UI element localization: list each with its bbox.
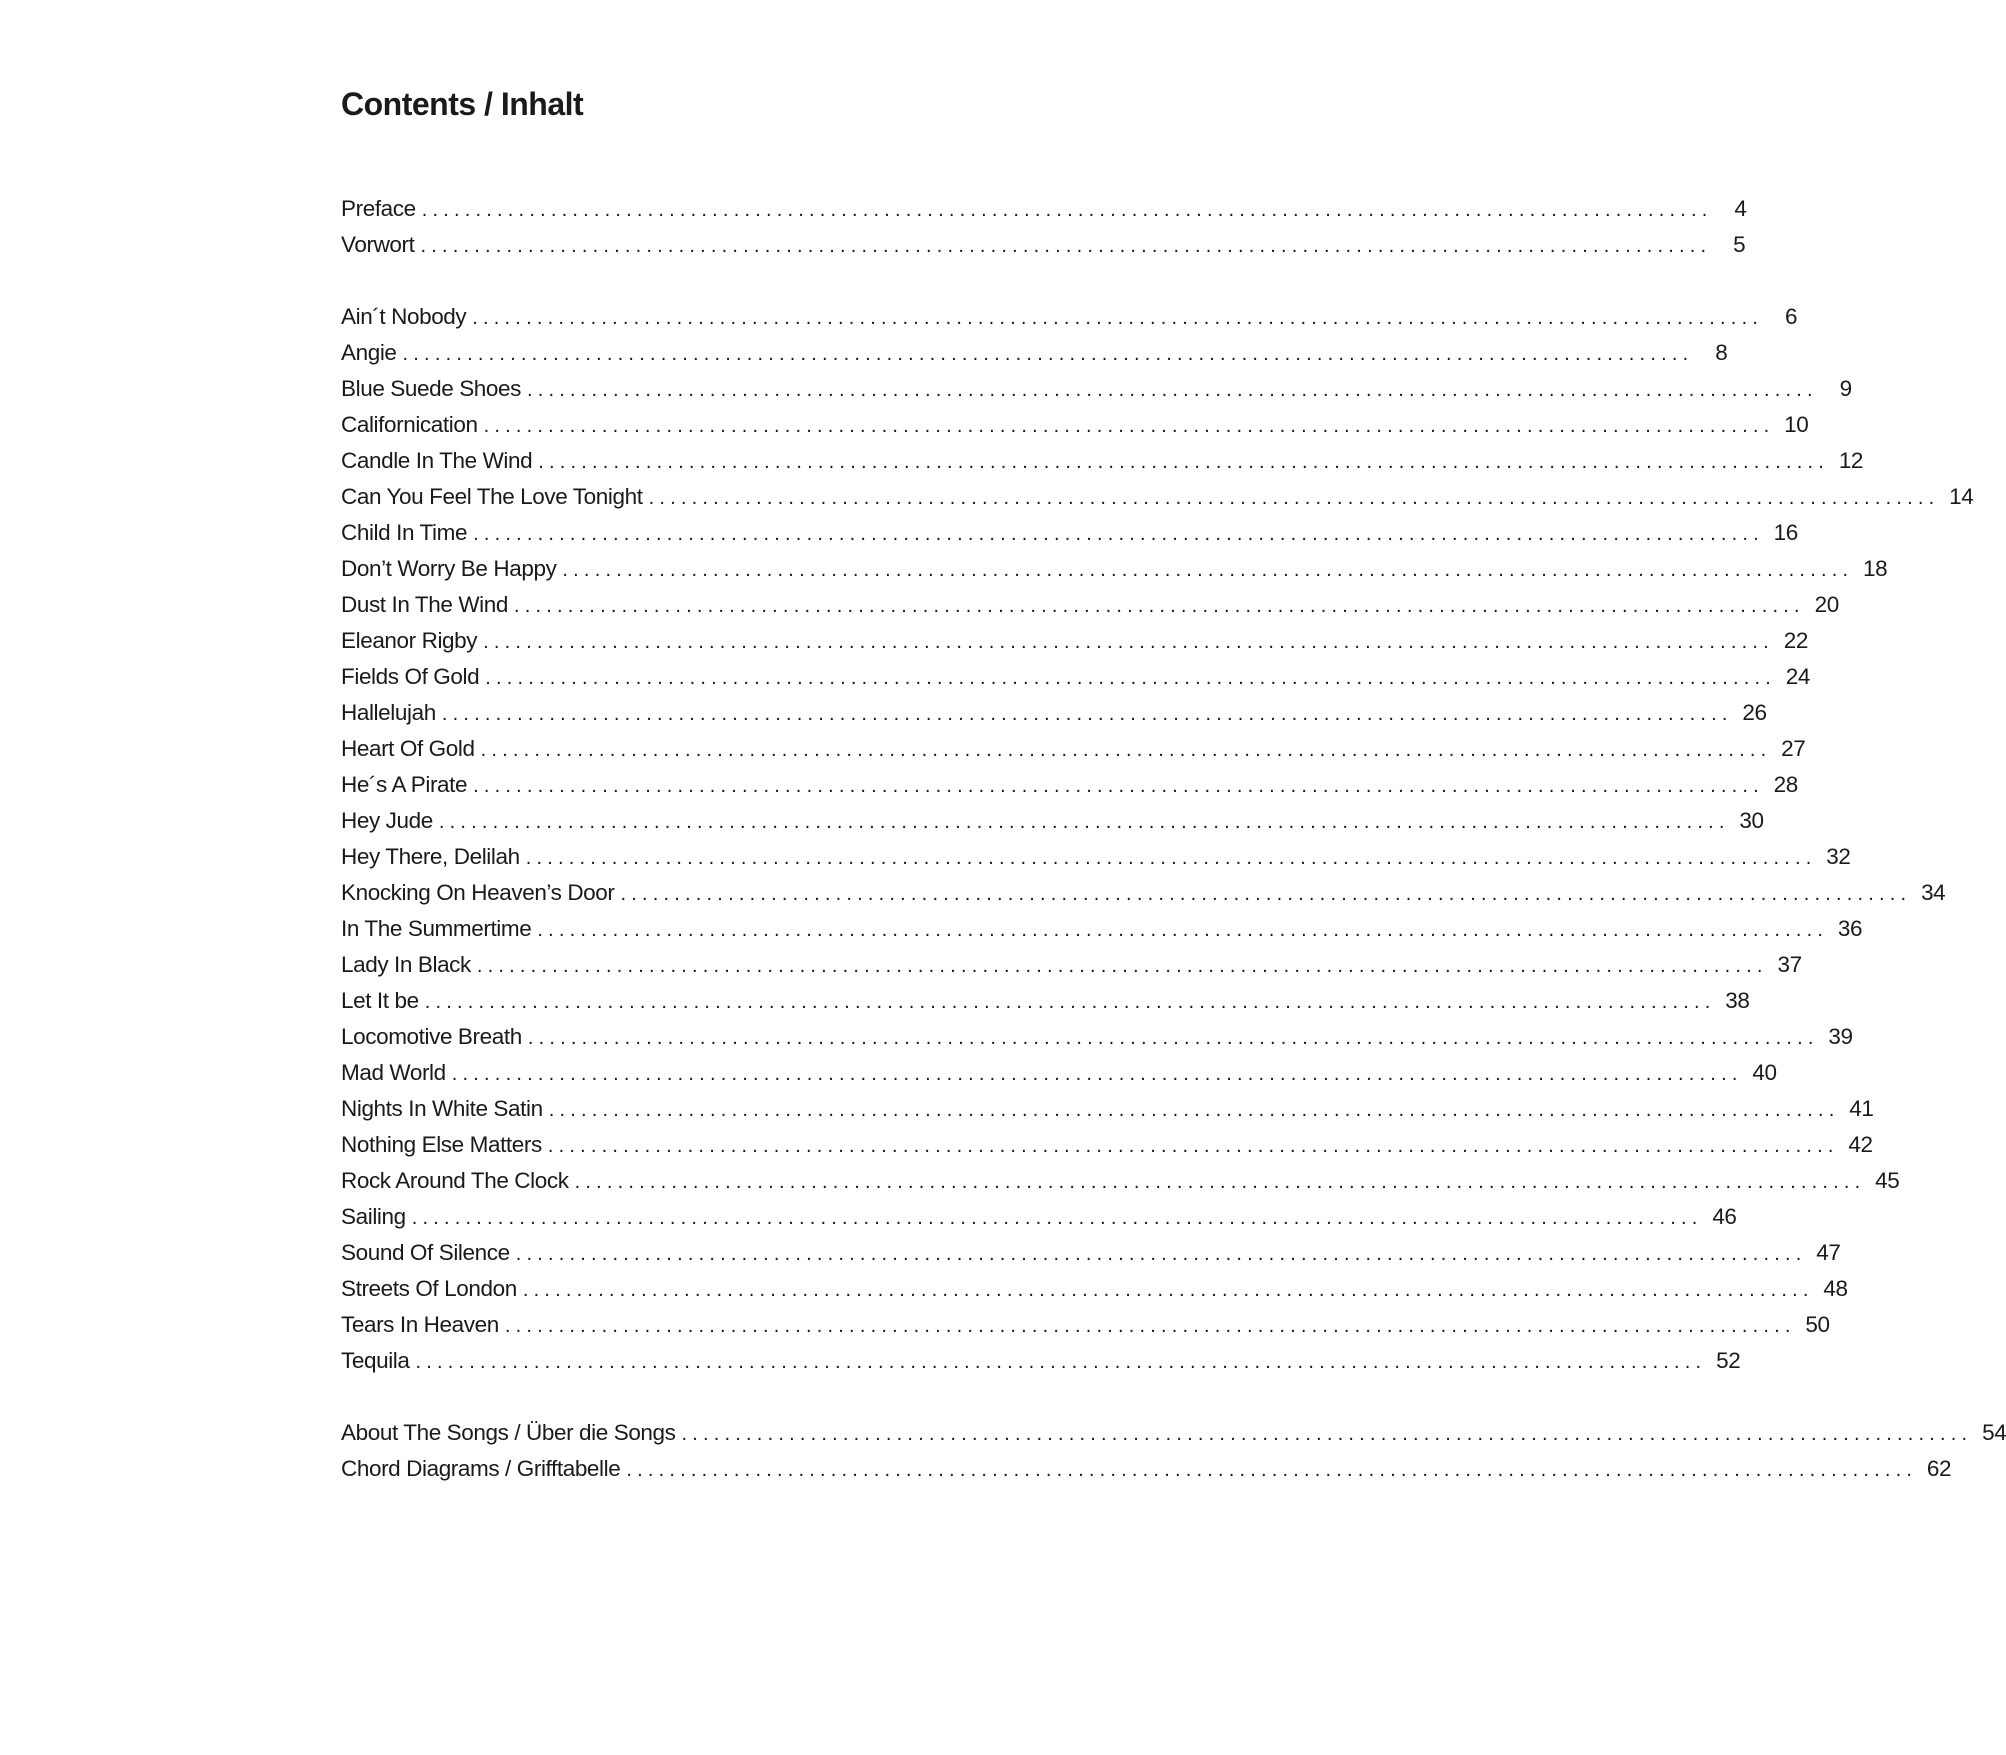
toc-entry <box>341 191 1747 227</box>
entry-page-number: 20 <box>1814 592 1839 617</box>
toc-entry <box>341 479 1974 515</box>
entry-page-number: 42 <box>1848 1132 1873 1157</box>
entry-title: Hey Jude <box>341 808 433 833</box>
entry-title: Preface <box>341 196 416 221</box>
toc-entry <box>341 443 1864 479</box>
entry-title: Mad World <box>341 1060 446 1085</box>
toc-entry <box>341 551 1888 587</box>
dot-leader: ........................................................................................................................ <box>547 1135 1839 1157</box>
toc-entry <box>341 1019 1853 1055</box>
toc-entry <box>341 407 1809 443</box>
toc-entry <box>341 1127 1873 1163</box>
dot-leader: ........................................................................................................................ <box>562 559 1854 581</box>
appendix-section <box>341 1415 2006 1487</box>
dot-leader: ........................................................................................................................ <box>681 1423 1973 1445</box>
entry-page-number: 46 <box>1712 1204 1737 1229</box>
entry-page-number: 45 <box>1875 1168 1900 1193</box>
toc-entry <box>341 1091 1874 1127</box>
toc-entry <box>341 947 1802 983</box>
entry-title: Knocking On Heaven’s Door <box>341 880 615 905</box>
entry-title: Tears In Heaven <box>341 1312 499 1337</box>
entry-page-number: 9 <box>1839 376 1852 401</box>
entry-title: In The Summertime <box>341 916 532 941</box>
entry-page-number: 28 <box>1773 772 1798 797</box>
entry-page-number: 18 <box>1862 556 1888 581</box>
dot-leader: ........................................................................................................................ <box>527 379 1818 401</box>
entry-title: Angie <box>341 340 397 365</box>
toc-entry <box>341 875 1946 911</box>
preface-section <box>341 191 1747 263</box>
dot-leader: ........................................................................................................................ <box>411 1207 1703 1229</box>
dot-leader: ........................................................................................................................ <box>451 1063 1743 1085</box>
entry-title: Nights In White Satin <box>341 1096 543 1121</box>
entry-title: Locomotive Breath <box>341 1024 522 1049</box>
entry-page-number: 14 <box>1949 484 1974 509</box>
toc-entry <box>341 1235 1841 1271</box>
dot-leader: ........................................................................................................................ <box>537 919 1829 941</box>
entry-title: Eleanor Rigby <box>341 628 478 653</box>
entry-title: Fields Of Gold <box>341 664 480 689</box>
dot-leader: ........................................................................................................................ <box>438 811 1730 833</box>
toc-entry <box>341 1199 1737 1235</box>
toc-entry <box>341 335 1728 371</box>
dot-leader: ........................................................................................................................ <box>538 451 1830 473</box>
entry-page-number: 12 <box>1838 448 1864 473</box>
dot-leader: ........................................................................................................................ <box>415 1351 1707 1373</box>
dot-leader: ........................................................................................................................ <box>620 883 1912 905</box>
dot-leader: ........................................................................................................................ <box>648 487 1940 509</box>
toc-entry <box>341 911 1863 947</box>
toc-entry <box>341 1343 1741 1379</box>
entry-page-number: 54 <box>1982 1420 2006 1445</box>
entry-page-number: 22 <box>1783 628 1808 653</box>
entry-title: About The Songs / Über die Songs <box>341 1420 676 1445</box>
dot-leader: ........................................................................................................................ <box>483 415 1775 437</box>
dot-leader: ........................................................................................................................ <box>515 1243 1807 1265</box>
toc-entry <box>341 767 1798 803</box>
dot-leader: ........................................................................................................................ <box>548 1099 1840 1121</box>
dot-leader: ........................................................................................................................ <box>504 1315 1796 1337</box>
dot-leader: ........................................................................................................................ <box>626 1459 1918 1481</box>
entry-title: Dust In The Wind <box>341 592 509 617</box>
toc-entry <box>341 623 1808 659</box>
entry-page-number: 34 <box>1921 880 1946 905</box>
entry-title: Blue Suede Shoes <box>341 376 521 401</box>
toc-entry <box>341 515 1798 551</box>
entry-page-number: 32 <box>1826 844 1851 869</box>
entry-title: Chord Diagrams / Grifftabelle <box>341 1456 621 1481</box>
entry-page-number: 62 <box>1926 1456 1952 1481</box>
dot-leader: ........................................................................................................................ <box>420 235 1712 257</box>
dot-leader: ........................................................................................................................ <box>402 343 1694 365</box>
toc-entry <box>341 1415 2006 1451</box>
toc-entry <box>341 1307 1830 1343</box>
entry-page-number: 30 <box>1739 808 1764 833</box>
entry-page-number: 36 <box>1837 916 1863 941</box>
entry-page-number: 52 <box>1716 1348 1741 1373</box>
entry-title: Rock Around The Clock <box>341 1168 569 1193</box>
dot-leader: ........................................................................................................................ <box>522 1279 1814 1301</box>
page-title: Contents / Inhalt <box>341 86 584 122</box>
entry-page-number: 26 <box>1742 700 1767 725</box>
toc-entry <box>341 659 1810 695</box>
toc-entry <box>341 803 1764 839</box>
toc-entry <box>341 299 1798 335</box>
entry-title: Vorwort <box>341 232 415 257</box>
entry-title: Child In Time <box>341 520 468 545</box>
entry-title: Nothing Else Matters <box>341 1132 542 1157</box>
entry-page-number: 6 <box>1784 304 1798 329</box>
songs-section <box>341 299 1974 1379</box>
dot-leader: ........................................................................................................................ <box>421 199 1713 221</box>
entry-page-number: 47 <box>1816 1240 1841 1265</box>
dot-leader: ........................................................................................................................ <box>525 847 1817 869</box>
entry-page-number: 39 <box>1828 1024 1853 1049</box>
entry-title: Ain´t Nobody <box>341 304 467 329</box>
entry-title: Let It be <box>341 988 419 1013</box>
entry-page-number: 27 <box>1781 736 1806 761</box>
entry-title: Hey There, Delilah <box>341 844 520 869</box>
entry-page-number: 40 <box>1752 1060 1777 1085</box>
dot-leader: ........................................................................................................................ <box>473 523 1764 545</box>
toc-entry <box>341 587 1839 623</box>
entry-title: Don’t Worry Be Happy <box>341 556 557 581</box>
toc-entry <box>341 731 1806 767</box>
dot-leader: ........................................................................................................................ <box>472 307 1764 329</box>
toc-entry <box>341 695 1767 731</box>
toc-entry <box>341 1163 1900 1199</box>
entry-title: Hallelujah <box>341 700 436 725</box>
dot-leader: ........................................................................................................................ <box>483 631 1774 653</box>
toc-entry <box>341 983 1750 1019</box>
entry-title: Streets Of London <box>341 1276 517 1301</box>
dot-leader: ........................................................................................................................ <box>424 991 1716 1013</box>
entry-page-number: 38 <box>1725 988 1750 1013</box>
toc-entry <box>341 1271 1848 1307</box>
entry-page-number: 8 <box>1715 340 1728 365</box>
entry-page-number: 16 <box>1773 520 1798 545</box>
dot-leader: ........................................................................................................................ <box>480 739 1772 761</box>
toc-entry <box>341 1451 1952 1487</box>
dot-leader: ........................................................................................................................ <box>473 775 1764 797</box>
toc-entry <box>341 839 1851 875</box>
entry-page-number: 4 <box>1734 196 1747 221</box>
entry-page-number: 5 <box>1733 232 1746 257</box>
entry-page-number: 37 <box>1777 952 1802 977</box>
entry-title: Californication <box>341 412 478 437</box>
dot-leader: ........................................................................................................................ <box>441 703 1733 725</box>
dot-leader: ........................................................................................................................ <box>514 595 1805 617</box>
entry-title: Heart Of Gold <box>341 736 475 761</box>
contents-page <box>341 80 2006 1487</box>
dot-leader: ........................................................................................................................ <box>476 955 1768 977</box>
entry-title: Can You Feel The Love Tonight <box>341 484 643 509</box>
entry-page-number: 10 <box>1784 412 1809 437</box>
dot-leader: ........................................................................................................................ <box>527 1027 1819 1049</box>
entry-title: He´s A Pirate <box>341 772 468 797</box>
entry-page-number: 48 <box>1823 1276 1848 1301</box>
entry-title: Candle In The Wind <box>341 448 533 473</box>
entry-page-number: 24 <box>1785 664 1810 689</box>
entry-title: Sailing <box>341 1204 406 1229</box>
entry-page-number: 41 <box>1849 1096 1874 1121</box>
toc-entry <box>341 227 1746 263</box>
dot-leader: ........................................................................................................................ <box>574 1171 1866 1193</box>
dot-leader: ........................................................................................................................ <box>485 667 1776 689</box>
entry-title: Lady In Black <box>341 952 471 977</box>
toc-entry <box>341 371 1852 407</box>
entry-title: Sound Of Silence <box>341 1240 510 1265</box>
toc-entry <box>341 1055 1777 1091</box>
entry-page-number: 50 <box>1805 1312 1830 1337</box>
entry-title: Tequila <box>341 1348 410 1373</box>
